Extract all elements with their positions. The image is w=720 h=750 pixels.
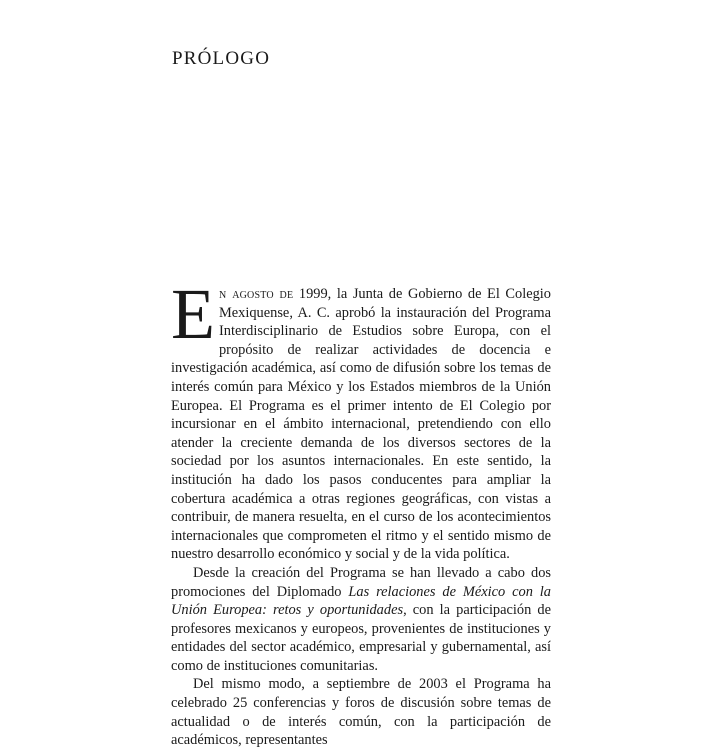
drop-cap: E (171, 274, 215, 354)
paragraph-3 (171, 675, 551, 749)
lead-smallcaps: n agosto de (218, 286, 294, 302)
diploma-title: Las relaciones de México con la Unión Europea: retos y oportunidades (171, 583, 551, 619)
body-text (171, 274, 552, 750)
page-title: PRÓLOGO (172, 48, 271, 69)
paragraph-3-text: Del mismo modo, a septiembre de 2003 el Programa ha celebrado 25 conferencias y foros de discusión sobre temas de actualidad o de interés común, con la participación de académicos, representantes (171, 676, 551, 749)
paragraph-2 (171, 564, 551, 676)
paragraph-1-text: 1999, la Junta de Gobierno de El Colegio Mexiquense, A. C. aprobó la instauración del Programa Interdisciplinario de Estudios sobre Europa, con el propósito de realizar actividades de docencia e investigación académica, así como de difusión sobre los temas de interés común para México y los Estados miembros de la Unión Europea. El Programa es el primer intento de El Colegio por incursionar en el ámbito internacional, pretendiendo con ello atender la creciente demanda de los diversos sectores de la sociedad por los asuntos internacionales. En este sentido, la institución ha dado los pasos conducentes para ampliar la cobertura académica a otras regiones geográficas, con vistas a contribuir, de manera resuelta, en el curso de los acontecimientos internacionales que comprometen el ritmo y el sentido mismo de nuestro desarrollo económico y social y de la vida política. (171, 286, 552, 563)
paragraph-2-text-after: , con la participación de profesores mexicanos y europeos, provenientes de instituciones y entidades del sector académico, empresarial y gubernamental, así como de instituciones comunitarias. (171, 602, 551, 674)
paragraph-2-text-before: Desde la creación del Programa se han llevado a cabo dos promociones del Diplomado (171, 564, 551, 600)
paragraph-1 (171, 274, 552, 564)
